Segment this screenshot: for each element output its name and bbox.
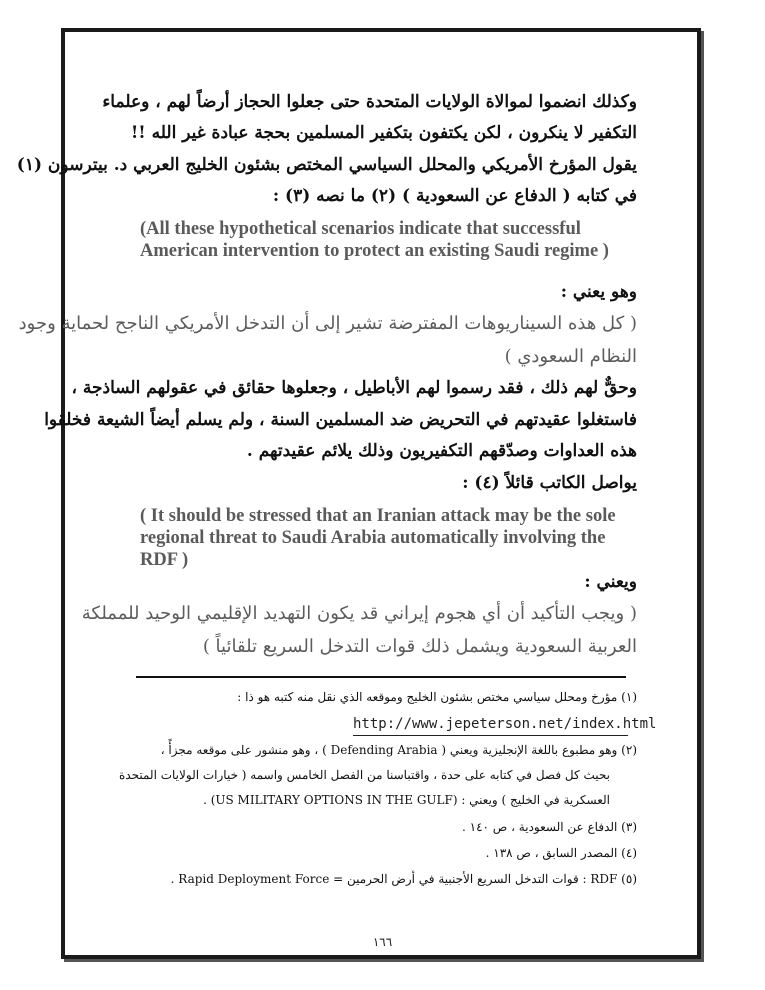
paragraph-1-line-1: وكذلك انضموا لموالاة الولايات المتحدة حتى جعلوا الحجاز أرضاً لهم ، وعلماء [102,92,637,112]
paragraph-3-line-1: وحقٌّ لهم ذلك ، فقد رسموا لهم الأباطيل ، وجعلوها حقائق في عقولهم الساذجة ، [71,378,637,398]
footnote-2-line-2: بحيث كل فصل في كتابه على حدة ، واقتباسنا من الفصل الخامس واسمه ( خيارات الولايات المتحدة [119,768,610,782]
footnote-separator [136,676,626,678]
footnote-2-line-3: العسكرية في الخليج ) ويعني : (US MILITARY OPTIONS IN THE GULF) . [203,793,610,807]
footnote-4: (٤) المصدر السابق ، ص ١٣٨ . [485,846,637,860]
paragraph-4: يواصل الكاتب قائلاً (٤) : [462,473,637,493]
english-quote-2: ( It should be stressed that an Iranian attack may be the sole regional threat to Saudi Arabia automatically involving the RDF ) [140,506,616,570]
footnote-2-line-1: (٢) وهو مطبوع باللغة الإنجليزية ويعني ( Defending Arabia ) ، وهو منشور على موقعه مجزأً ، [160,743,637,757]
paragraph-3-line-3: هذه العداوات وصدّقهم التكفيريون وذلك يلائم عقيدتهم . [246,441,637,461]
footnote-1: (١) مؤرخ ومحلل سياسي مختص بشئون الخليج وموقعه الذي نقل منه كتبه هو ذا : [237,690,637,704]
arabic-translation-1-line-1: ( كل هذه السيناريوهات المفترضة تشير إلى أن التدخل الأمريكي الناجح لحماية وجود [18,313,637,334]
page-number: ١٦٦ [372,935,393,949]
paragraph-2-line-2: في كتابه ( الدفاع عن السعودية ) (٢) ما نصه (٣) : [272,186,637,206]
paragraph-2-line-1: يقول المؤرخ الأمريكي والمحلل السياسي المختص بشئون الخليج العربي د. بيترسون (١) [16,155,637,175]
meaning-label-1: وهو يعني : [560,282,637,302]
paragraph-3-line-2: فاستغلوا عقيدتهم في التحريض ضد المسلمين السنة ، ولم يسلم أيضاً الشيعة فخلقوا [44,410,637,430]
footnote-3: (٣) الدفاع عن السعودية ، ص ١٤٠ . [461,820,637,834]
arabic-translation-1-line-2: النظام السعودي ) [504,346,637,367]
footnote-1-url[interactable]: http://www.jepeterson.net/index.html [353,713,628,736]
footnote-5: (٥) RDF : قوات التدخل السريع الأجنبية في أرض الحرمين = Rapid Deployment Force . [170,872,637,886]
arabic-translation-2-line-2: العربية السعودية ويشمل ذلك قوات التدخل السريع تلقائياً ) [202,636,637,657]
english-quote-1: (All these hypothetical scenarios indicate that successful American intervention to protect an existing Saudi regime ) [140,219,609,261]
arabic-translation-2-line-1: ( ويجب التأكيد أن أي هجوم إيراني قد يكون التهديد الإقليمي الوحيد للمملكة [81,603,637,624]
paragraph-1-line-2: التكفير لا ينكرون ، لكن يكتفون بتكفير المسلمين بحجة عبادة غير الله !! [130,123,637,143]
meaning-label-2: ويعني : [584,572,637,592]
